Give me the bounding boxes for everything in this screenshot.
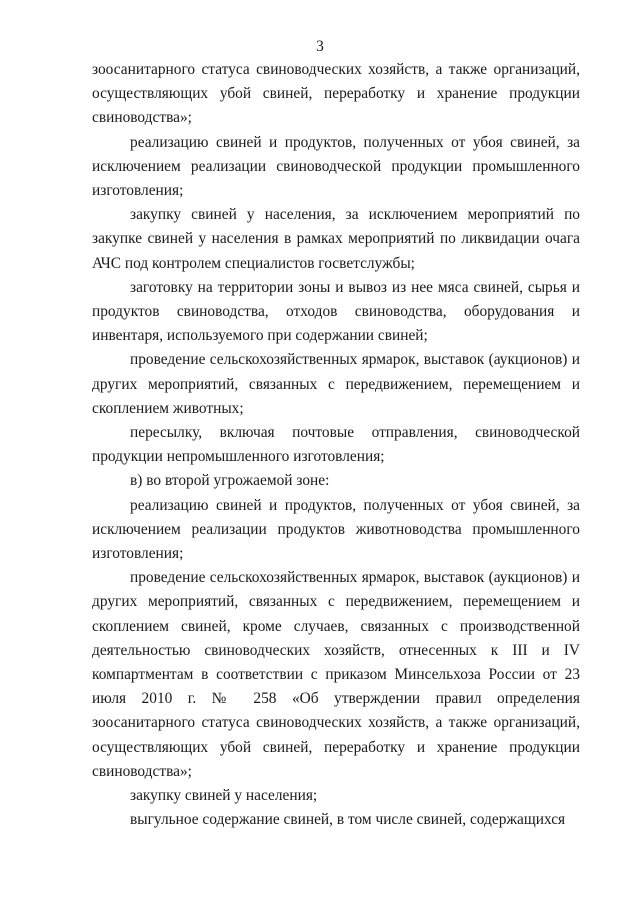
paragraph: в) во второй угрожаемой зоне: <box>130 472 330 490</box>
paragraph: проведение сельскохозяйственных ярмарок, выставок (аукционов) и других мероприятий, связанных с передвижением, перемещением и скоплением животных; <box>92 351 580 417</box>
paragraph: заготовку на территории зоны и вывоз из нее мяса свиней, сырья и продуктов свиноводства, отходов свиноводства, оборудования и инвентаря, используемого при содержании свиней; <box>92 278 580 345</box>
paragraph: пересылку, включая почтовые отправления, свиноводческой продукции непромышленного изготовления; <box>92 424 580 466</box>
paragraph: реализацию свиней и продуктов, полученных от убоя свиней, за исключением реализации свиноводческой продукции промышленного изготовления; <box>92 133 580 200</box>
paragraph: реализацию свиней и продуктов, полученных от убоя свиней, за исключением реализации продуктов животноводства промышленного изготовления; <box>92 496 580 563</box>
paragraph: закупку свиней у населения; <box>130 787 318 805</box>
paragraph: зоосанитарного статуса свиноводческих хозяйств, а также организаций, осуществляющих убой свиней, переработку и хранение продукции свиноводства»; <box>92 61 580 127</box>
paragraph: проведение сельскохозяйственных ярмарок, выставок (аукционов) и других мероприятий, связанных с передвижением, перемещением и скоплением свиней, кроме случаев, связанных с производственной деятельностью свиноводческих хозяйств, отнесенных к III и IV компартментам в соответствии с приказом Минсельхоза России от 23 июля 2010 г. № 258 «Об утверждении правил определения зоосанитарного статуса свиноводческих хозяйств, а также организаций, осуществляющих убой свиней, переработку и хранение продукции свиноводства»; <box>92 569 580 780</box>
paragraph: закупку свиней у населения, за исключением мероприятий по закупке свиней у населения в рамках мероприятий по ликвидации очага АЧС под контролем специалистов госветслужбы; <box>92 206 580 272</box>
page-number: 3 <box>316 38 324 55</box>
document-body <box>92 58 580 833</box>
paragraph: выгульное содержание свиней, в том числе свиней, содержащихся <box>130 811 566 829</box>
